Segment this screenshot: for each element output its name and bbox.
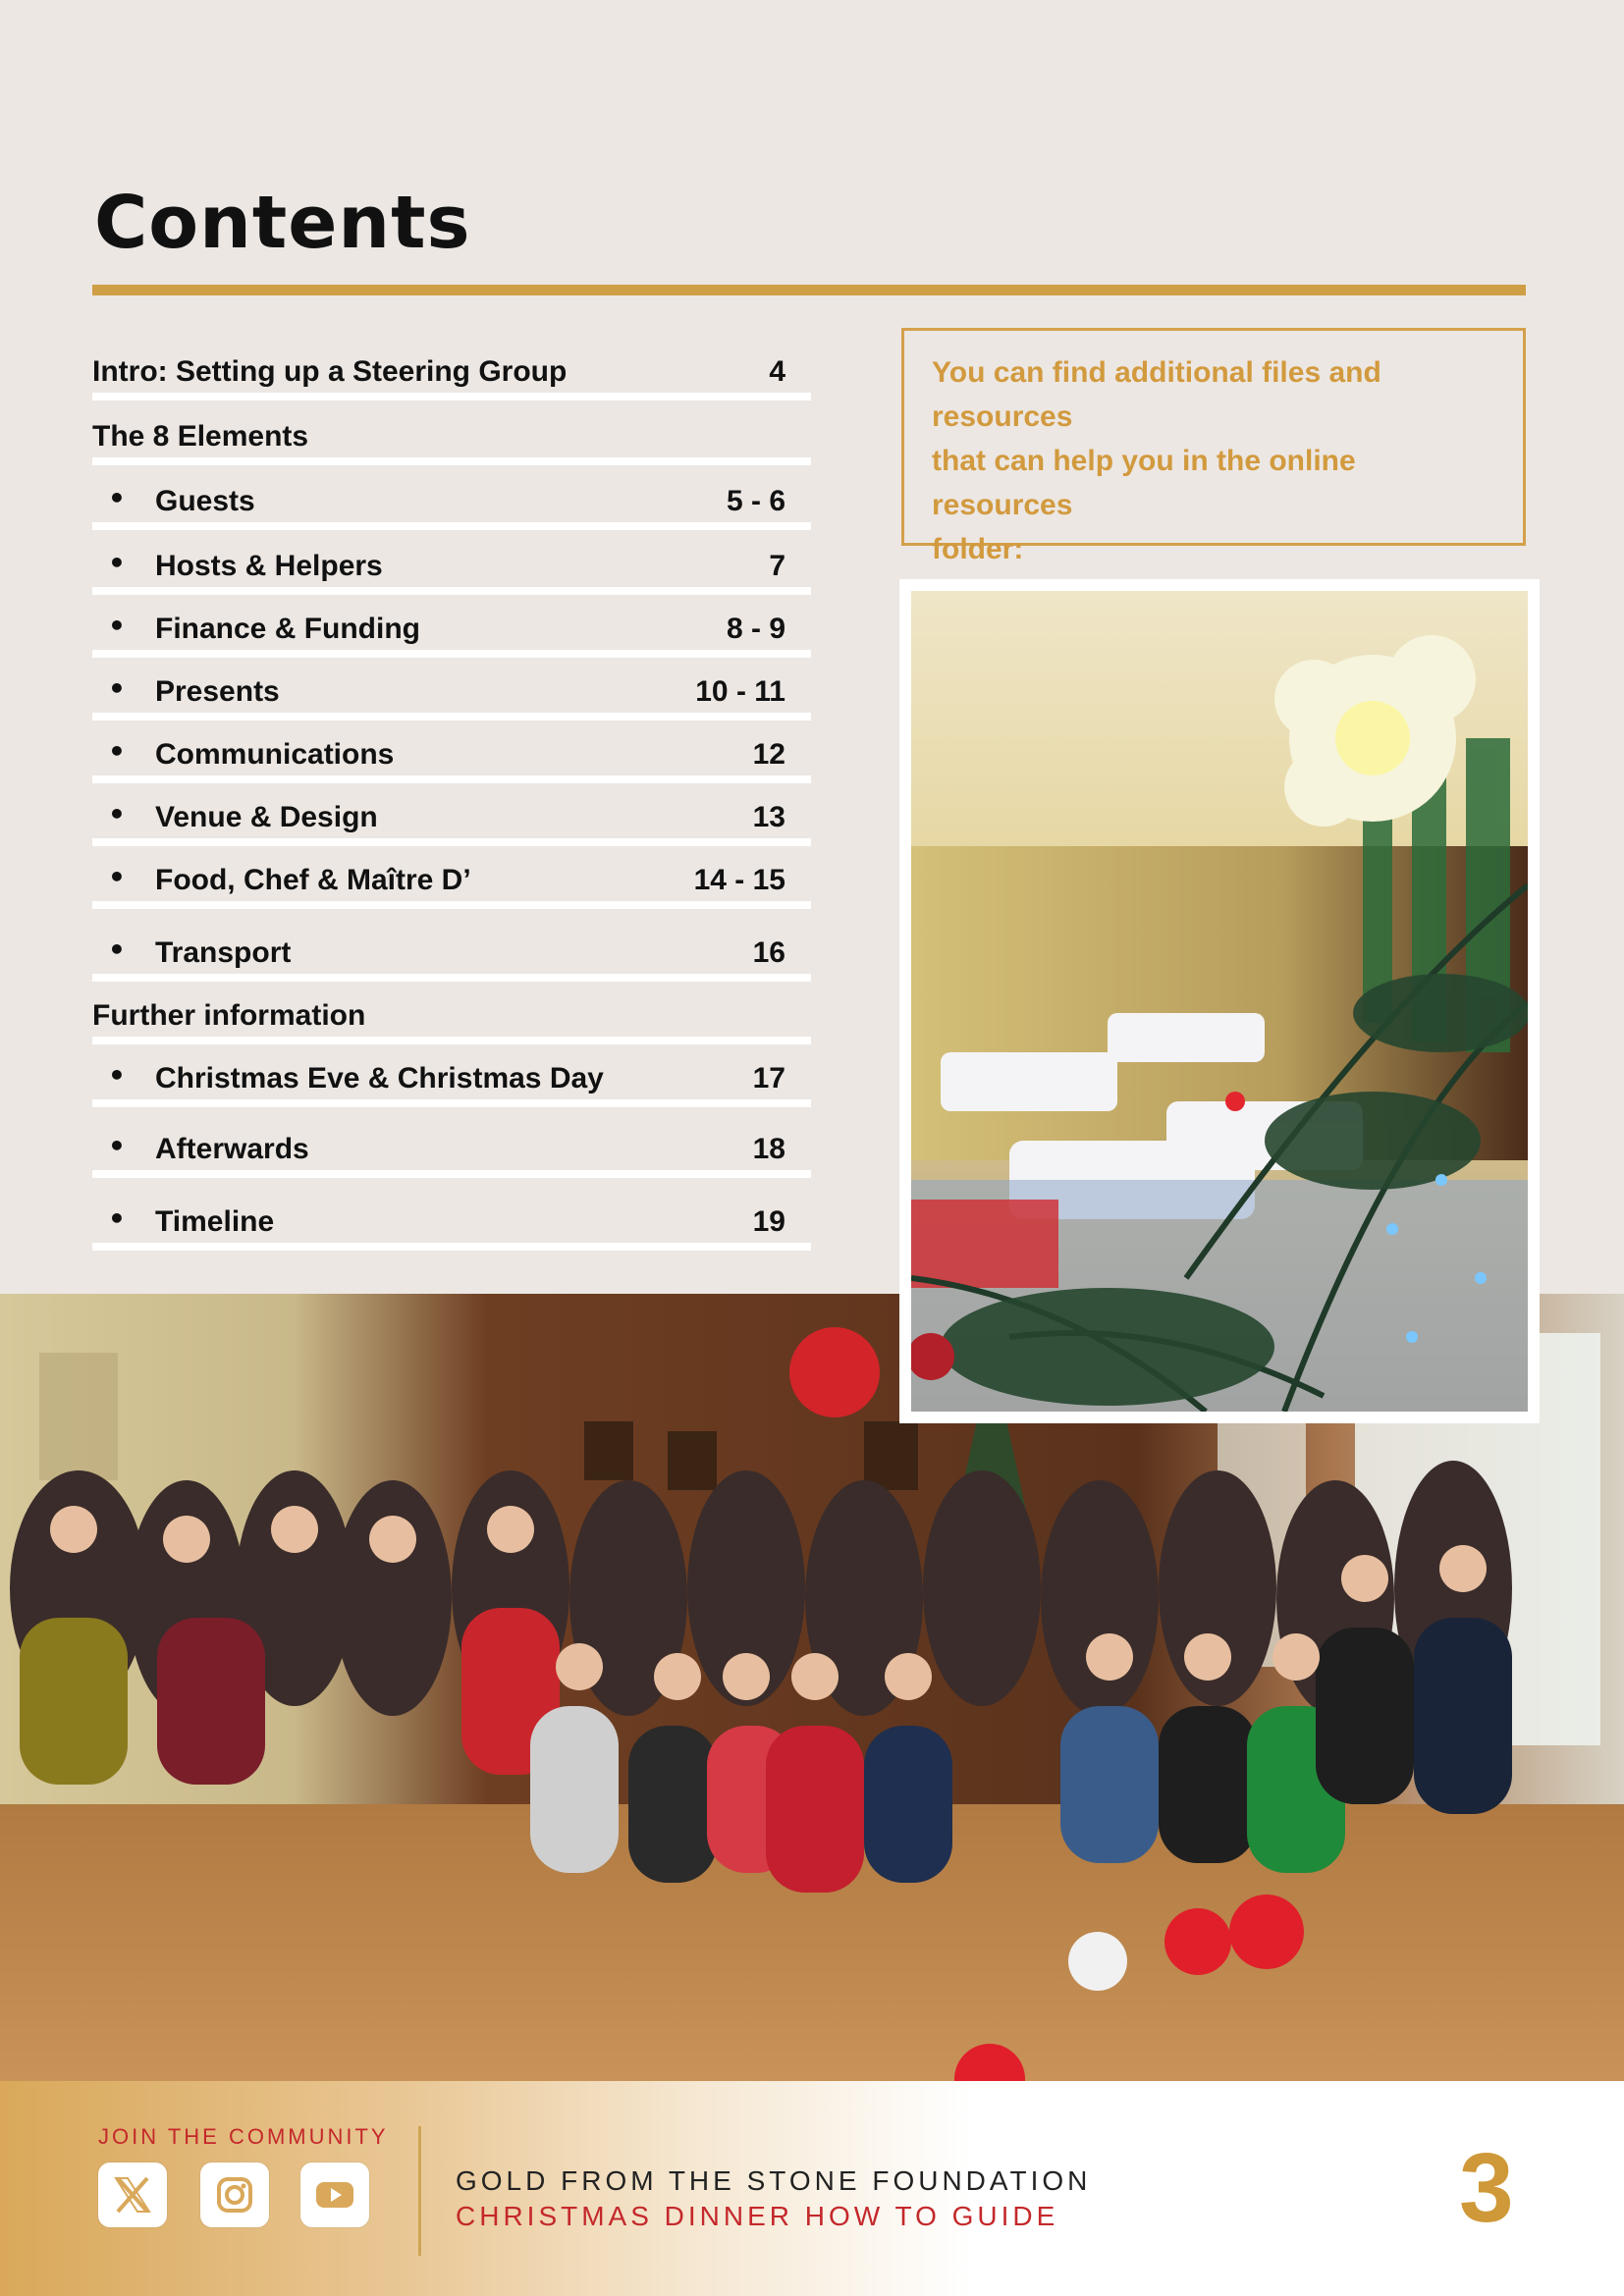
- toc-item-page: 14 - 15: [693, 864, 785, 896]
- toc-item[interactable]: [92, 538, 811, 595]
- toc-divider: [92, 1243, 811, 1251]
- toc-item-label: Timeline: [155, 1205, 275, 1238]
- resources-text: [932, 350, 1495, 571]
- page-number: 3: [1459, 2133, 1514, 2243]
- toc-divider: [92, 838, 811, 846]
- bullet-icon: •: [108, 735, 126, 768]
- toc-section-label: The 8 Elements: [92, 420, 309, 453]
- toc-item-label: Food, Chef & Maître D’: [155, 864, 471, 896]
- toc-item[interactable]: [92, 726, 811, 783]
- toc-item-page: 17: [752, 1062, 785, 1095]
- toc-item-page: 7: [769, 550, 785, 582]
- toc-divider: [92, 901, 811, 909]
- venue-photo-frame: [899, 579, 1540, 1423]
- organisation-name: GOLD FROM THE STONE FOUNDATION: [456, 2165, 1092, 2196]
- toc-divider: [92, 457, 811, 465]
- toc-item-label: Transport: [155, 936, 292, 969]
- bullet-icon: •: [108, 1130, 126, 1162]
- toc-item[interactable]: [92, 601, 811, 658]
- toc-divider: [92, 522, 811, 530]
- toc-item-page: 16: [752, 936, 785, 969]
- toc-item[interactable]: [92, 1194, 811, 1251]
- toc-section-label: Further information: [92, 999, 366, 1032]
- toc-item-page: 4: [769, 355, 785, 388]
- toc-divider: [92, 393, 811, 400]
- toc-divider: [92, 1037, 811, 1044]
- toc-divider: [92, 1170, 811, 1178]
- toc-item-label: Venue & Design: [155, 801, 378, 833]
- toc-item-page: 5 - 6: [726, 485, 785, 517]
- title-divider: [92, 285, 1526, 295]
- bullet-icon: •: [108, 482, 126, 514]
- resources-line: folder:: [932, 533, 1024, 565]
- toc-section-heading: [92, 408, 811, 465]
- toc-section-heading: [92, 988, 811, 1044]
- join-community-label: JOIN THE COMMUNITY: [98, 2124, 389, 2149]
- page-title: Contents: [94, 181, 471, 265]
- toc-item[interactable]: [92, 1121, 811, 1178]
- toc-item-page: 10 - 11: [695, 675, 785, 708]
- youtube-icon[interactable]: [300, 2163, 369, 2227]
- bullet-icon: •: [108, 861, 126, 893]
- toc-item-label: Guests: [155, 485, 255, 517]
- bullet-icon: •: [108, 547, 126, 579]
- toc-item-label: Finance & Funding: [155, 613, 420, 645]
- bullet-icon: •: [108, 934, 126, 966]
- footer-divider: [418, 2126, 421, 2256]
- toc-item-label: Communications: [155, 738, 395, 771]
- instagram-icon[interactable]: [200, 2163, 269, 2227]
- bullet-icon: •: [108, 798, 126, 830]
- toc-item-label: Presents: [155, 675, 280, 708]
- toc-item-page: 13: [752, 801, 785, 833]
- toc-item-label: Christmas Eve & Christmas Day: [155, 1062, 604, 1095]
- toc-item[interactable]: [92, 925, 811, 982]
- toc-item[interactable]: [92, 852, 811, 909]
- resources-line: You can find additional files and resources: [932, 356, 1381, 433]
- toc-item-label: Hosts & Helpers: [155, 550, 383, 582]
- bullet-icon: •: [108, 1059, 126, 1092]
- toc-item-page: 19: [752, 1205, 785, 1238]
- bullet-icon: •: [108, 610, 126, 642]
- resources-line: that can help you in the online resources: [932, 445, 1356, 521]
- x-icon[interactable]: [98, 2163, 167, 2227]
- bullet-icon: •: [108, 1202, 126, 1235]
- toc-divider: [92, 650, 811, 658]
- toc-item[interactable]: [92, 344, 811, 400]
- guide-name: CHRISTMAS DINNER HOW TO GUIDE: [456, 2201, 1059, 2231]
- toc-item-page: 8 - 9: [726, 613, 785, 645]
- toc-item-page: 18: [752, 1133, 785, 1165]
- resources-callout: [901, 328, 1526, 565]
- toc-divider: [92, 974, 811, 982]
- toc-item[interactable]: [92, 473, 811, 530]
- bullet-icon: •: [108, 672, 126, 705]
- venue-photo: [911, 591, 1528, 1412]
- toc-item-label: Intro: Setting up a Steering Group: [92, 355, 568, 388]
- toc-divider: [92, 775, 811, 783]
- toc-item[interactable]: [92, 664, 811, 721]
- toc-divider: [92, 587, 811, 595]
- toc-divider: [92, 713, 811, 721]
- toc-divider: [92, 1099, 811, 1107]
- toc-item[interactable]: [92, 789, 811, 846]
- toc-item-label: Afterwards: [155, 1133, 309, 1165]
- toc-item-page: 12: [752, 738, 785, 771]
- toc-item[interactable]: [92, 1050, 811, 1107]
